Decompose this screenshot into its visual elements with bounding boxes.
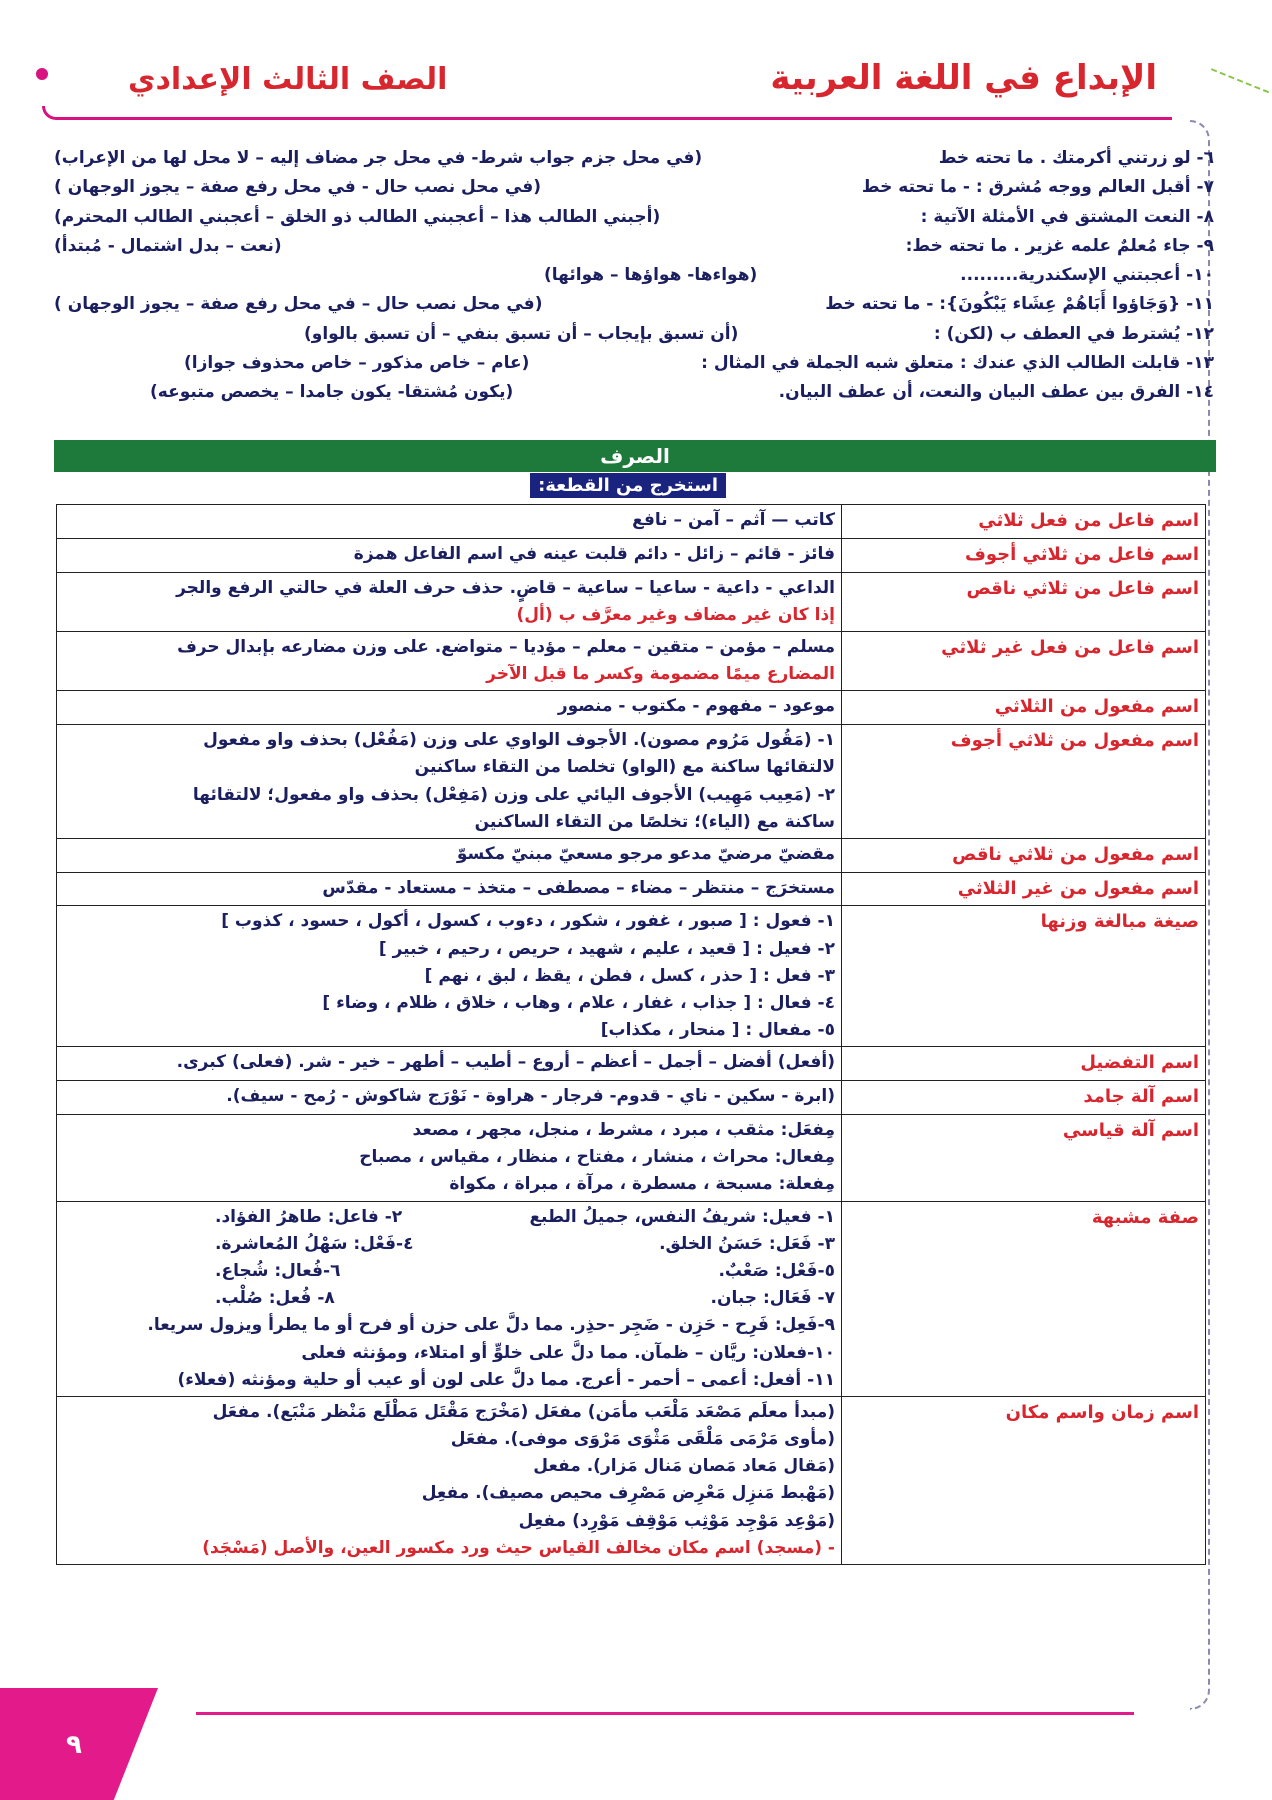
answer-options: (يكون مُشتقا- يكون جامدا – يخصص متبوعه) xyxy=(150,382,514,403)
row-label: اسم مفعول من ثلاثي ناقص xyxy=(842,838,1206,872)
question-text: ٩- جاء مُعلمٌ علمه غزير . ما تحته خط: xyxy=(905,235,1214,256)
content-item: ٦-فُعال: شُجاع. xyxy=(215,1260,341,1281)
answer-options: (أن تسبق بإيجاب – أن تسبق بنفي – أن تسبق بالواو) xyxy=(304,323,739,344)
row-content xyxy=(57,838,842,872)
content-line: مِفعَل: مثقب ، مبرد ، مشرط ، منجل، مجهر ، مصعد xyxy=(412,1120,835,1141)
content-line: (مَقال مَعاد مَصان مَنال مَزار). مفعل xyxy=(533,1456,835,1477)
row-content xyxy=(57,1047,842,1081)
row-content xyxy=(57,725,842,839)
row-label: اسم مفعول من الثلاثي xyxy=(842,691,1206,725)
answer-options: (هواءها- هواؤها – هوائها) xyxy=(544,265,758,286)
row-content xyxy=(57,1081,842,1115)
question-line xyxy=(44,207,1214,236)
row-label: صيغة مبالغة وزنها xyxy=(842,906,1206,1047)
content-pair xyxy=(215,1231,835,1258)
row-label: اسم فاعل من ثلاثي أجوف xyxy=(842,538,1206,572)
row-content xyxy=(57,505,842,539)
content-item: ٢- فاعل: طاهرُ الفؤاد. xyxy=(215,1206,403,1227)
row-content xyxy=(57,1201,842,1396)
content-item: ٨- فُعل: صُلْب. xyxy=(215,1288,335,1309)
row-label: اسم التفضيل xyxy=(842,1047,1206,1081)
content-line: ١- (مَقُول مَرُوم مصون). الأجوف الواوي على وزن (مَفُعْل) بحذف واو مفعول xyxy=(203,730,835,751)
row-label: اسم مفعول من ثلاثي أجوف xyxy=(842,725,1206,839)
header-dot xyxy=(36,68,48,80)
content-line: ١- فعول : [ صبور ، غفور ، شكور ، دءوب ، كسول ، أكول ، حسود ، كذوب ] xyxy=(221,911,835,932)
book-title: الإبداع في اللغة العربية xyxy=(770,58,1157,98)
question-line xyxy=(44,177,1214,206)
row-label: صفة مشبهة xyxy=(842,1201,1206,1396)
table-row xyxy=(57,1081,1206,1115)
section-bar: الصرف xyxy=(54,440,1216,472)
content-line: ساكنة مع (الياء)؛ تخلصًا من التقاء الساكنين xyxy=(474,811,835,832)
content-line: فائز - قائم – زائل - دائم قلبت عينه في اسم الفاعل همزة xyxy=(353,543,835,564)
content-line: ٩-فَعِل: فَرِح - حَزِن - ضَجِر -حذِر. مما دلَّ على حزن أو فرح أو ما يطرأ ويزول سريعا. xyxy=(147,1315,835,1336)
answer-options: (نعت – بدل اشتمال - مُبتدأ) xyxy=(54,235,282,256)
content-line: ٤- فعال : [ جذاب ، غفار ، علام ، وهاب ، خلاق ، ظلام ، وضاء ] xyxy=(322,993,835,1014)
content-line: إذا كان غير مضاف وغير معرَّف ب (أل) xyxy=(516,604,835,625)
table-row xyxy=(57,1396,1206,1564)
row-label: اسم فاعل من فعل غير ثلاثي xyxy=(842,631,1206,690)
answer-options: (في محل نصب حال – في محل رفع صفة – يجوز الوجهان ) xyxy=(54,294,543,315)
content-line: ٣- فعل : [ حذر ، كسل ، فطن ، يقظ ، لبق ، نهم ] xyxy=(424,965,835,986)
question-line xyxy=(44,324,1214,353)
question-text: ١٣- قابلت الطالب الذي عندك : متعلق شبه الجملة في المثال : xyxy=(701,353,1214,374)
question-text: ٧- أقبل العالم ووجه مُشرق : - ما تحته خط xyxy=(861,177,1214,198)
content-line: (مبدأ معلَم مَصْعَد مَلْعَب مأمَن) مفعَل (مَخْرَج مَقْتَل مَطْلَع مَنْظر مَنْبَع). مفعَل xyxy=(212,1401,835,1422)
answer-options: (أجبني الطالب هذا – أعجبني الطالب ذو الخلق – أعجبني الطالب المحترم) xyxy=(54,206,661,227)
content-item: ٤-فَعْل: سَهْلُ المُعاشرة. xyxy=(215,1233,414,1254)
content-line: ٢- (مَعِيب مَهِيب) الأجوف اليائي على وزن (مَفِعْل) بحذف واو مفعول؛ لالتقائها xyxy=(192,784,835,805)
content-line: موعود – مفهوم - مكتوب - منصور xyxy=(557,696,835,717)
content-line: (مَوْعِد مَوْجِد مَوْثِب مَوْقِف مَوْرِد) مفعِل xyxy=(518,1510,835,1531)
answer-options: (في محل نصب حال - في محل رفع صفة – يجوز الوجهان ) xyxy=(54,177,542,198)
content-line: (مأوى مَرْمَى مَلْقَى مَثْوَى مَرْوَى موفى). مفعَل xyxy=(450,1429,835,1450)
table-row xyxy=(57,906,1206,1047)
content-line: ٢- فعيل : [ قعيد ، عليم ، شهيد ، حريص ، رحيم ، خبير ] xyxy=(378,938,835,959)
footer-line xyxy=(196,1712,1134,1715)
grade-title: الصف الثالث الإعدادي xyxy=(128,62,448,97)
content-pair xyxy=(215,1285,835,1312)
content-line: الداعي - داعية - ساعيا – ساعية – قاضٍ. حذف حرف العلة في حالتي الرفع والجر xyxy=(176,577,835,598)
content-line: مستخرَج – منتظر – مضاء – مصطفى – متخذ – مستعاد - مقدّس xyxy=(322,877,835,898)
table-row xyxy=(57,1201,1206,1396)
answer-options: (في محل جزم جواب شرط- في محل جر مضاف إليه – لا محل لها من الإعراب) xyxy=(54,148,703,168)
question-text: ١٢- يُشترط في العطف ب (لكن) : xyxy=(933,323,1214,344)
table-row xyxy=(57,631,1206,690)
morphology-table xyxy=(56,504,1206,1565)
content-line: - (مسجد) اسم مكان مخالف القياس حيث ورد مكسور العين، والأصل (مَسْجَد) xyxy=(202,1537,835,1558)
row-content xyxy=(57,906,842,1047)
answer-options: (عام – خاص مذكور – خاص محذوف جوازا) xyxy=(184,353,530,374)
page-number: ٩ xyxy=(66,1730,82,1760)
content-line: (أفعل) أفضل – أجمل – أعظم – أروع – أطيب – أطهر – خير - شر. (فعلى) كبرى. xyxy=(176,1052,835,1073)
row-label: اسم فاعل من فعل ثلاثي xyxy=(842,505,1206,539)
table-row xyxy=(57,1115,1206,1202)
row-label: اسم زمان واسم مكان xyxy=(842,1396,1206,1564)
question-text: ٨- النعت المشتق في الأمثلة الآتية : xyxy=(920,206,1214,227)
content-line: مسلم – مؤمن – متقين – معلم – مؤديا – متواضع. على وزن مضارعه بإبدال حرف xyxy=(177,636,835,657)
row-content xyxy=(57,631,842,690)
question-line xyxy=(44,382,1214,411)
content-line: ١١- أفعل: أعمى – أحمر - أعرج. مما دلَّ على لون أو عيب أو حلية ومؤنثه (فعلاء) xyxy=(177,1369,835,1390)
table-row xyxy=(57,538,1206,572)
table-row xyxy=(57,572,1206,631)
table-row xyxy=(57,1047,1206,1081)
extract-heading: استخرج من القطعة: xyxy=(530,473,726,498)
question-text: ١٤- الفرق بين عطف البيان والنعت، أن عطف البيان. xyxy=(778,382,1214,403)
row-content xyxy=(57,538,842,572)
question-lines xyxy=(44,148,1214,412)
question-line xyxy=(44,265,1214,294)
row-content xyxy=(57,1115,842,1202)
header-underline xyxy=(42,106,1172,120)
content-pair xyxy=(215,1204,835,1231)
question-text: ٦- لو زرتني أكرمتك . ما تحته خط xyxy=(938,148,1214,168)
question-line xyxy=(44,353,1214,382)
row-content xyxy=(57,1396,842,1564)
content-line: ٥- مفعال : [ منحار ، مكذاب] xyxy=(600,1020,835,1041)
content-line: (ابرة - سكين - ناي - قدوم- فرجار - هراوة - نَوْرَج شاكوش - رُمح - سيف). xyxy=(226,1086,835,1107)
question-line xyxy=(44,294,1214,323)
table-row xyxy=(57,725,1206,839)
content-item: ٧- فَعَال: جبان. xyxy=(710,1288,835,1309)
row-content xyxy=(57,691,842,725)
content-item: ٥-فَعْل: صَعْبٌ. xyxy=(718,1260,835,1281)
content-line: (مَهْبط مَنزِل مَعْرِض مَصْرِف محيص مصيف). مفعِل xyxy=(421,1483,835,1504)
question-text: ١١- {وَجَاؤوا أَبَاهُمْ عِشَاء يَبْكُونَ}: - ما تحته خط xyxy=(825,294,1214,315)
row-label: اسم آلة جامد xyxy=(842,1081,1206,1115)
content-line: مِفعال: محراث ، منشار ، مفتاح ، منظار ، مقياس ، مصباح xyxy=(359,1147,835,1168)
table-row xyxy=(57,838,1206,872)
content-item: ١- فعيل: شريفُ النفس، جميلُ الطبع xyxy=(529,1206,835,1227)
content-line: مقضيّ مرضيّ مدعو مرجو مسعيّ مبنيّ مكسوّ xyxy=(456,843,835,864)
content-item: ٣- فَعَل: حَسَنُ الخلق. xyxy=(659,1233,835,1254)
row-content xyxy=(57,572,842,631)
table-row xyxy=(57,872,1206,906)
row-content xyxy=(57,872,842,906)
row-label: اسم آلة قياسي xyxy=(842,1115,1206,1202)
content-line: لالتقائها ساكنة مع (الواو) تخلصا من التقاء ساكنين xyxy=(414,757,835,778)
table-row xyxy=(57,691,1206,725)
content-line: مِفعلة: مسبحة ، مسطرة ، مرآة ، مبراة ، مكواة xyxy=(449,1174,835,1195)
content-pair xyxy=(215,1258,835,1285)
content-line: كاتب — آثم – آمن – نافع xyxy=(632,510,835,530)
content-line: المضارع ميمًا مضمومة وكسر ما قبل الآخر xyxy=(486,664,835,685)
question-line xyxy=(44,236,1214,265)
table-row xyxy=(57,505,1206,539)
row-label: اسم مفعول من غير الثلاثي xyxy=(842,872,1206,906)
content-line: ١٠-فعلان: ريَّان – ظمآن. مما دلَّ على خلوٍّ أو امتلاء، ومؤنثه فعلى xyxy=(301,1342,835,1363)
row-label: اسم فاعل من ثلاثي ناقص xyxy=(842,572,1206,631)
question-line xyxy=(44,148,1214,177)
question-text: ١٠- أعجبتني الإسكندرية......... xyxy=(960,265,1214,286)
